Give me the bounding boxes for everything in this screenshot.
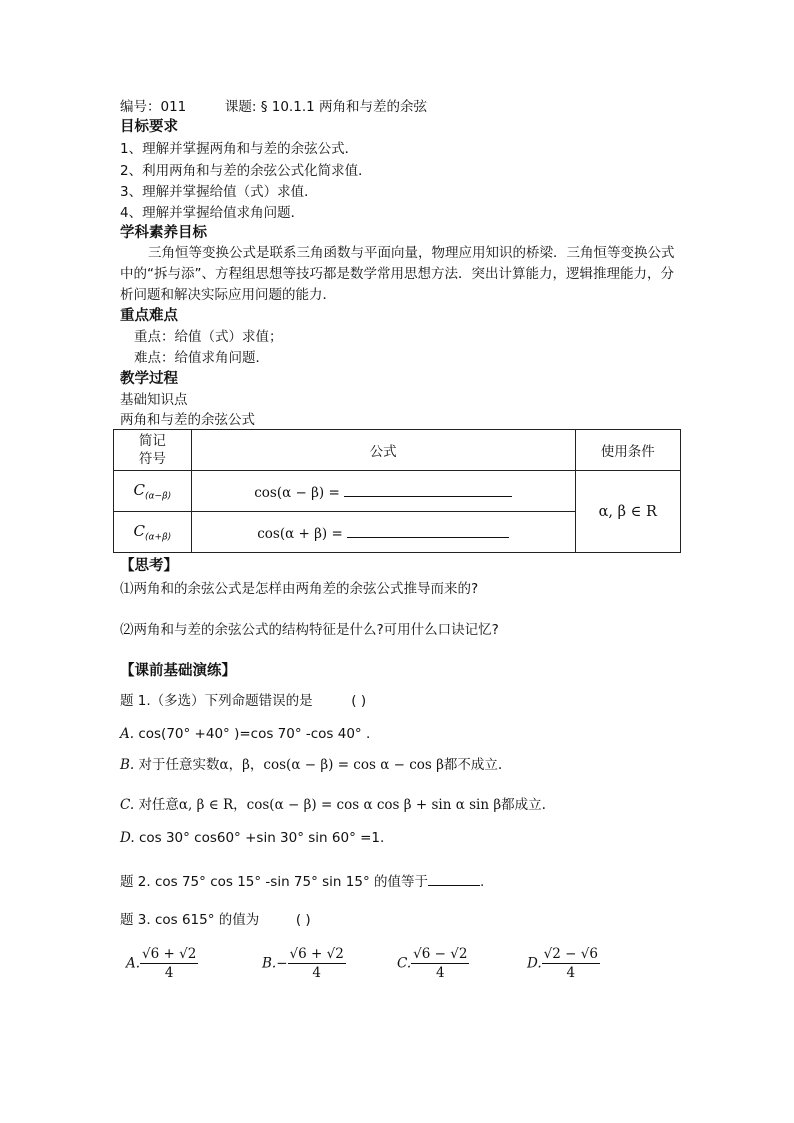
key-point: 重点：给值（式）求值； — [134, 329, 283, 345]
think-question: ⑴两角和的余弦公式是怎样由两角差的余弦公式推导而来的? — [120, 581, 479, 597]
question-1: 题 1.（多选）下列命题错误的是 ( ) — [120, 693, 367, 709]
answer-blank[interactable] — [344, 482, 512, 497]
option-c: C. 对任意α, β ∈ R，cos(α − β) = cos α cos β + sin α sin β都成立. — [120, 797, 546, 813]
process-title: 教学过程 — [120, 371, 178, 387]
formula-cell — [191, 471, 575, 512]
fraction: $\frac{√6 - √2}{4}$ — [413, 946, 468, 981]
hard-point: 难点：给值求角问题． — [134, 350, 269, 366]
goal-item: 2、利用两角和与差的余弦公式化简求值． — [120, 163, 372, 179]
table-header-formula: 公式 — [191, 430, 575, 471]
literacy-title: 学科素养目标 — [120, 225, 207, 241]
goal-item: 1、理解并掌握两角和与差的余弦公式． — [120, 141, 359, 157]
condition-cell: α, β ∈ R — [575, 471, 680, 553]
choice-d[interactable]: D. $\frac{√2 - √6}{4}$ — [527, 946, 598, 981]
goals-title: 目标要求 — [120, 119, 178, 135]
think-title: 【思考】 — [120, 558, 178, 574]
table-header-symbol: 简记 符号 — [114, 430, 192, 471]
question-3: 题 3. cos 615° 的值为 ( ) — [120, 912, 311, 928]
option-a: A. cos(70° +40° )=cos 70° -cos 40° . — [120, 726, 371, 742]
goal-item: 3、理解并掌握给值（式）求值． — [120, 184, 318, 200]
symbol-subscript: (α+β) — [145, 532, 172, 543]
choice-c[interactable]: C. $\frac{√6 - √2}{4}$ — [397, 946, 468, 981]
cos-sum-formula: cos(α + β) = — [257, 525, 343, 542]
fraction: $\frac{√2 - √6}{4}$ — [543, 946, 598, 981]
lesson-title: 课题: § 10.1.1 两角和与差的余弦 — [224, 99, 427, 115]
cos-diff-formula: cos(α − β) = — [254, 484, 340, 501]
answer-blank[interactable] — [347, 523, 509, 538]
answer-blank[interactable] — [428, 871, 480, 886]
literacy-paragraph: 三角恒等变换公式是联系三角函数与平面向量，物理应用知识的桥梁．三角恒等变换公式中的“拆与添”、方程组思想等技巧都是数学常用思想方法．突出计算能力，逻辑推理能力，分析问题和解决实际应用问题的能力． — [120, 245, 675, 303]
symbol-cell: $C_{(\alpha-\beta)}$ — [114, 471, 192, 512]
table-header-condition: 使用条件 — [575, 430, 680, 471]
symbol-cell: $C_{(\alpha+\beta)}$ — [114, 512, 192, 553]
think-question: ⑵两角和与差的余弦公式的结构特征是什么?可用什么口诀记忆? — [120, 622, 499, 638]
symbol-subscript: (α−β) — [145, 491, 172, 502]
option-b: B. 对于任意实数α，β，cos(α − β) = cos α − cos β都不成立. — [120, 757, 503, 773]
formula-table — [113, 429, 681, 553]
practice-title: 【课前基础演练】 — [120, 663, 236, 679]
serial-number: 编号：011 — [120, 99, 187, 115]
answer-paren: ( ) — [295, 912, 311, 928]
header-line — [120, 98, 427, 116]
option-d: D. cos 30° cos60° +sin 30° sin 60° =1. — [120, 830, 385, 846]
keypoints-title: 重点难点 — [120, 308, 178, 324]
question-2: 题 2. cos 75° cos 15° -sin 75° sin 15° 的值等于 . — [120, 871, 484, 891]
formula-section-title: 两角和与差的余弦公式 — [120, 412, 255, 428]
fraction: $\frac{√6 + √2}{4}$ — [142, 946, 197, 981]
process-subtitle: 基础知识点 — [120, 392, 188, 408]
answer-paren: ( ) — [351, 693, 367, 709]
goal-item: 4、理解并掌握给值求角问题． — [120, 205, 305, 221]
choice-b[interactable]: B.− $\frac{√6 + √2}{4}$ — [262, 946, 344, 981]
choice-a[interactable]: A. $\frac{√6 + √2}{4}$ — [126, 946, 197, 981]
fraction: $\frac{√6 + √2}{4}$ — [289, 946, 344, 981]
formula-cell — [191, 512, 575, 553]
